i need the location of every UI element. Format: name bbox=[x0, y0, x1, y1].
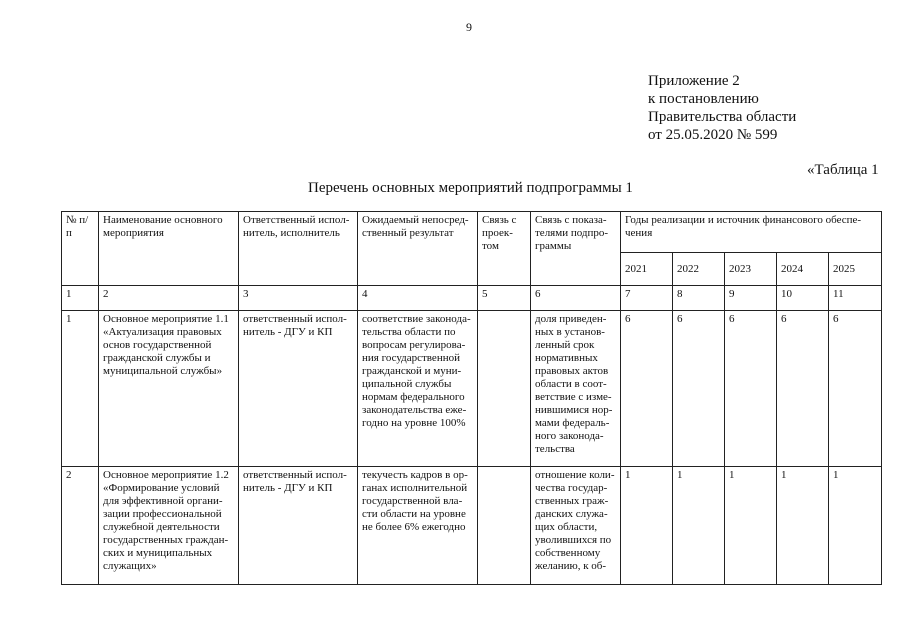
year-value: 6 bbox=[777, 311, 829, 467]
page-number: 9 bbox=[466, 20, 472, 34]
column-number: 3 bbox=[239, 286, 358, 311]
year-value: 1 bbox=[829, 467, 882, 585]
measure-name: Основное мероприятие 1.1 «Актуализация правовых основ государственной гражданской службы и муниципальной службы» bbox=[99, 311, 239, 467]
header-year: 2025 bbox=[829, 253, 882, 286]
expected-result: соответствие законода-тельства области по вопросам регулирова-ния государственной гражданской и муни-ципальной службы нормам федерального законодательства еже-годно на уровне 100% bbox=[358, 311, 478, 467]
year-value: 6 bbox=[621, 311, 673, 467]
column-number: 5 bbox=[478, 286, 531, 311]
header-responsible: Ответственный испол-нитель, исполнитель bbox=[239, 212, 358, 286]
year-value: 1 bbox=[673, 467, 725, 585]
expected-result: текучесть кадров в ор-ганах исполнительной государственной вла-сти области на уровне не более 6% ежегодно bbox=[358, 467, 478, 585]
table-row bbox=[62, 311, 882, 467]
year-value: 1 bbox=[725, 467, 777, 585]
header-year: 2021 bbox=[621, 253, 673, 286]
header-project-link: Связь с проек-том bbox=[478, 212, 531, 286]
header-years-group: Годы реализации и источник финансового обеспе-чения bbox=[621, 212, 882, 253]
measure-name: Основное мероприятие 1.2 «Формирование условий для эффективной органи-зации профессиональной служебной деятельности государственных граждан-ских и муниципальных служащих» bbox=[99, 467, 239, 585]
year-value: 6 bbox=[673, 311, 725, 467]
indicator-link: отношение коли-чества государ-ственных граж-данских служа-щих области, уволившихся по собственному желанию, к об- bbox=[531, 467, 621, 585]
row-num: 1 bbox=[62, 311, 99, 467]
table-row bbox=[62, 467, 882, 585]
header-name: Наименование основного мероприятия bbox=[99, 212, 239, 286]
column-number: 2 bbox=[99, 286, 239, 311]
column-number: 10 bbox=[777, 286, 829, 311]
header-year: 2022 bbox=[673, 253, 725, 286]
year-value: 6 bbox=[725, 311, 777, 467]
header-indicator-link: Связь с показа-телями подпро-граммы bbox=[531, 212, 621, 286]
column-numbers-row bbox=[62, 286, 882, 311]
appendix-line-2: к постановлению bbox=[648, 91, 759, 107]
column-number: 7 bbox=[621, 286, 673, 311]
year-value: 1 bbox=[777, 467, 829, 585]
responsible-executor: ответственный испол-нитель - ДГУ и КП bbox=[239, 311, 358, 467]
document-title: Перечень основных мероприятий подпрограммы 1 bbox=[308, 180, 633, 196]
table-label: «Таблица 1 bbox=[807, 162, 879, 178]
year-value: 6 bbox=[829, 311, 882, 467]
header-expected-result: Ожидаемый непосред-ственный результат bbox=[358, 212, 478, 286]
column-number: 1 bbox=[62, 286, 99, 311]
appendix-line-3: Правительства области bbox=[648, 109, 797, 125]
column-number: 6 bbox=[531, 286, 621, 311]
appendix-block bbox=[648, 72, 796, 144]
year-value: 1 bbox=[621, 467, 673, 585]
column-number: 9 bbox=[725, 286, 777, 311]
appendix-line-4: от 25.05.2020 № 599 bbox=[648, 127, 778, 143]
appendix-line-1: Приложение 2 bbox=[648, 73, 740, 89]
project-link bbox=[478, 467, 531, 585]
indicator-link: доля приведен-ных в установ-ленный срок нормативных правовых актов области в соот-ветствие с изме-нившимися нор-мами федераль-ного законода-тельства bbox=[531, 311, 621, 467]
column-number: 11 bbox=[829, 286, 882, 311]
project-link bbox=[478, 311, 531, 467]
responsible-executor: ответственный испол-нитель - ДГУ и КП bbox=[239, 467, 358, 585]
header-year: 2023 bbox=[725, 253, 777, 286]
header-num: № п/п bbox=[62, 212, 99, 286]
column-number: 4 bbox=[358, 286, 478, 311]
header-year: 2024 bbox=[777, 253, 829, 286]
measures-table bbox=[61, 211, 882, 585]
row-num: 2 bbox=[62, 467, 99, 585]
column-number: 8 bbox=[673, 286, 725, 311]
header-row bbox=[62, 212, 882, 253]
